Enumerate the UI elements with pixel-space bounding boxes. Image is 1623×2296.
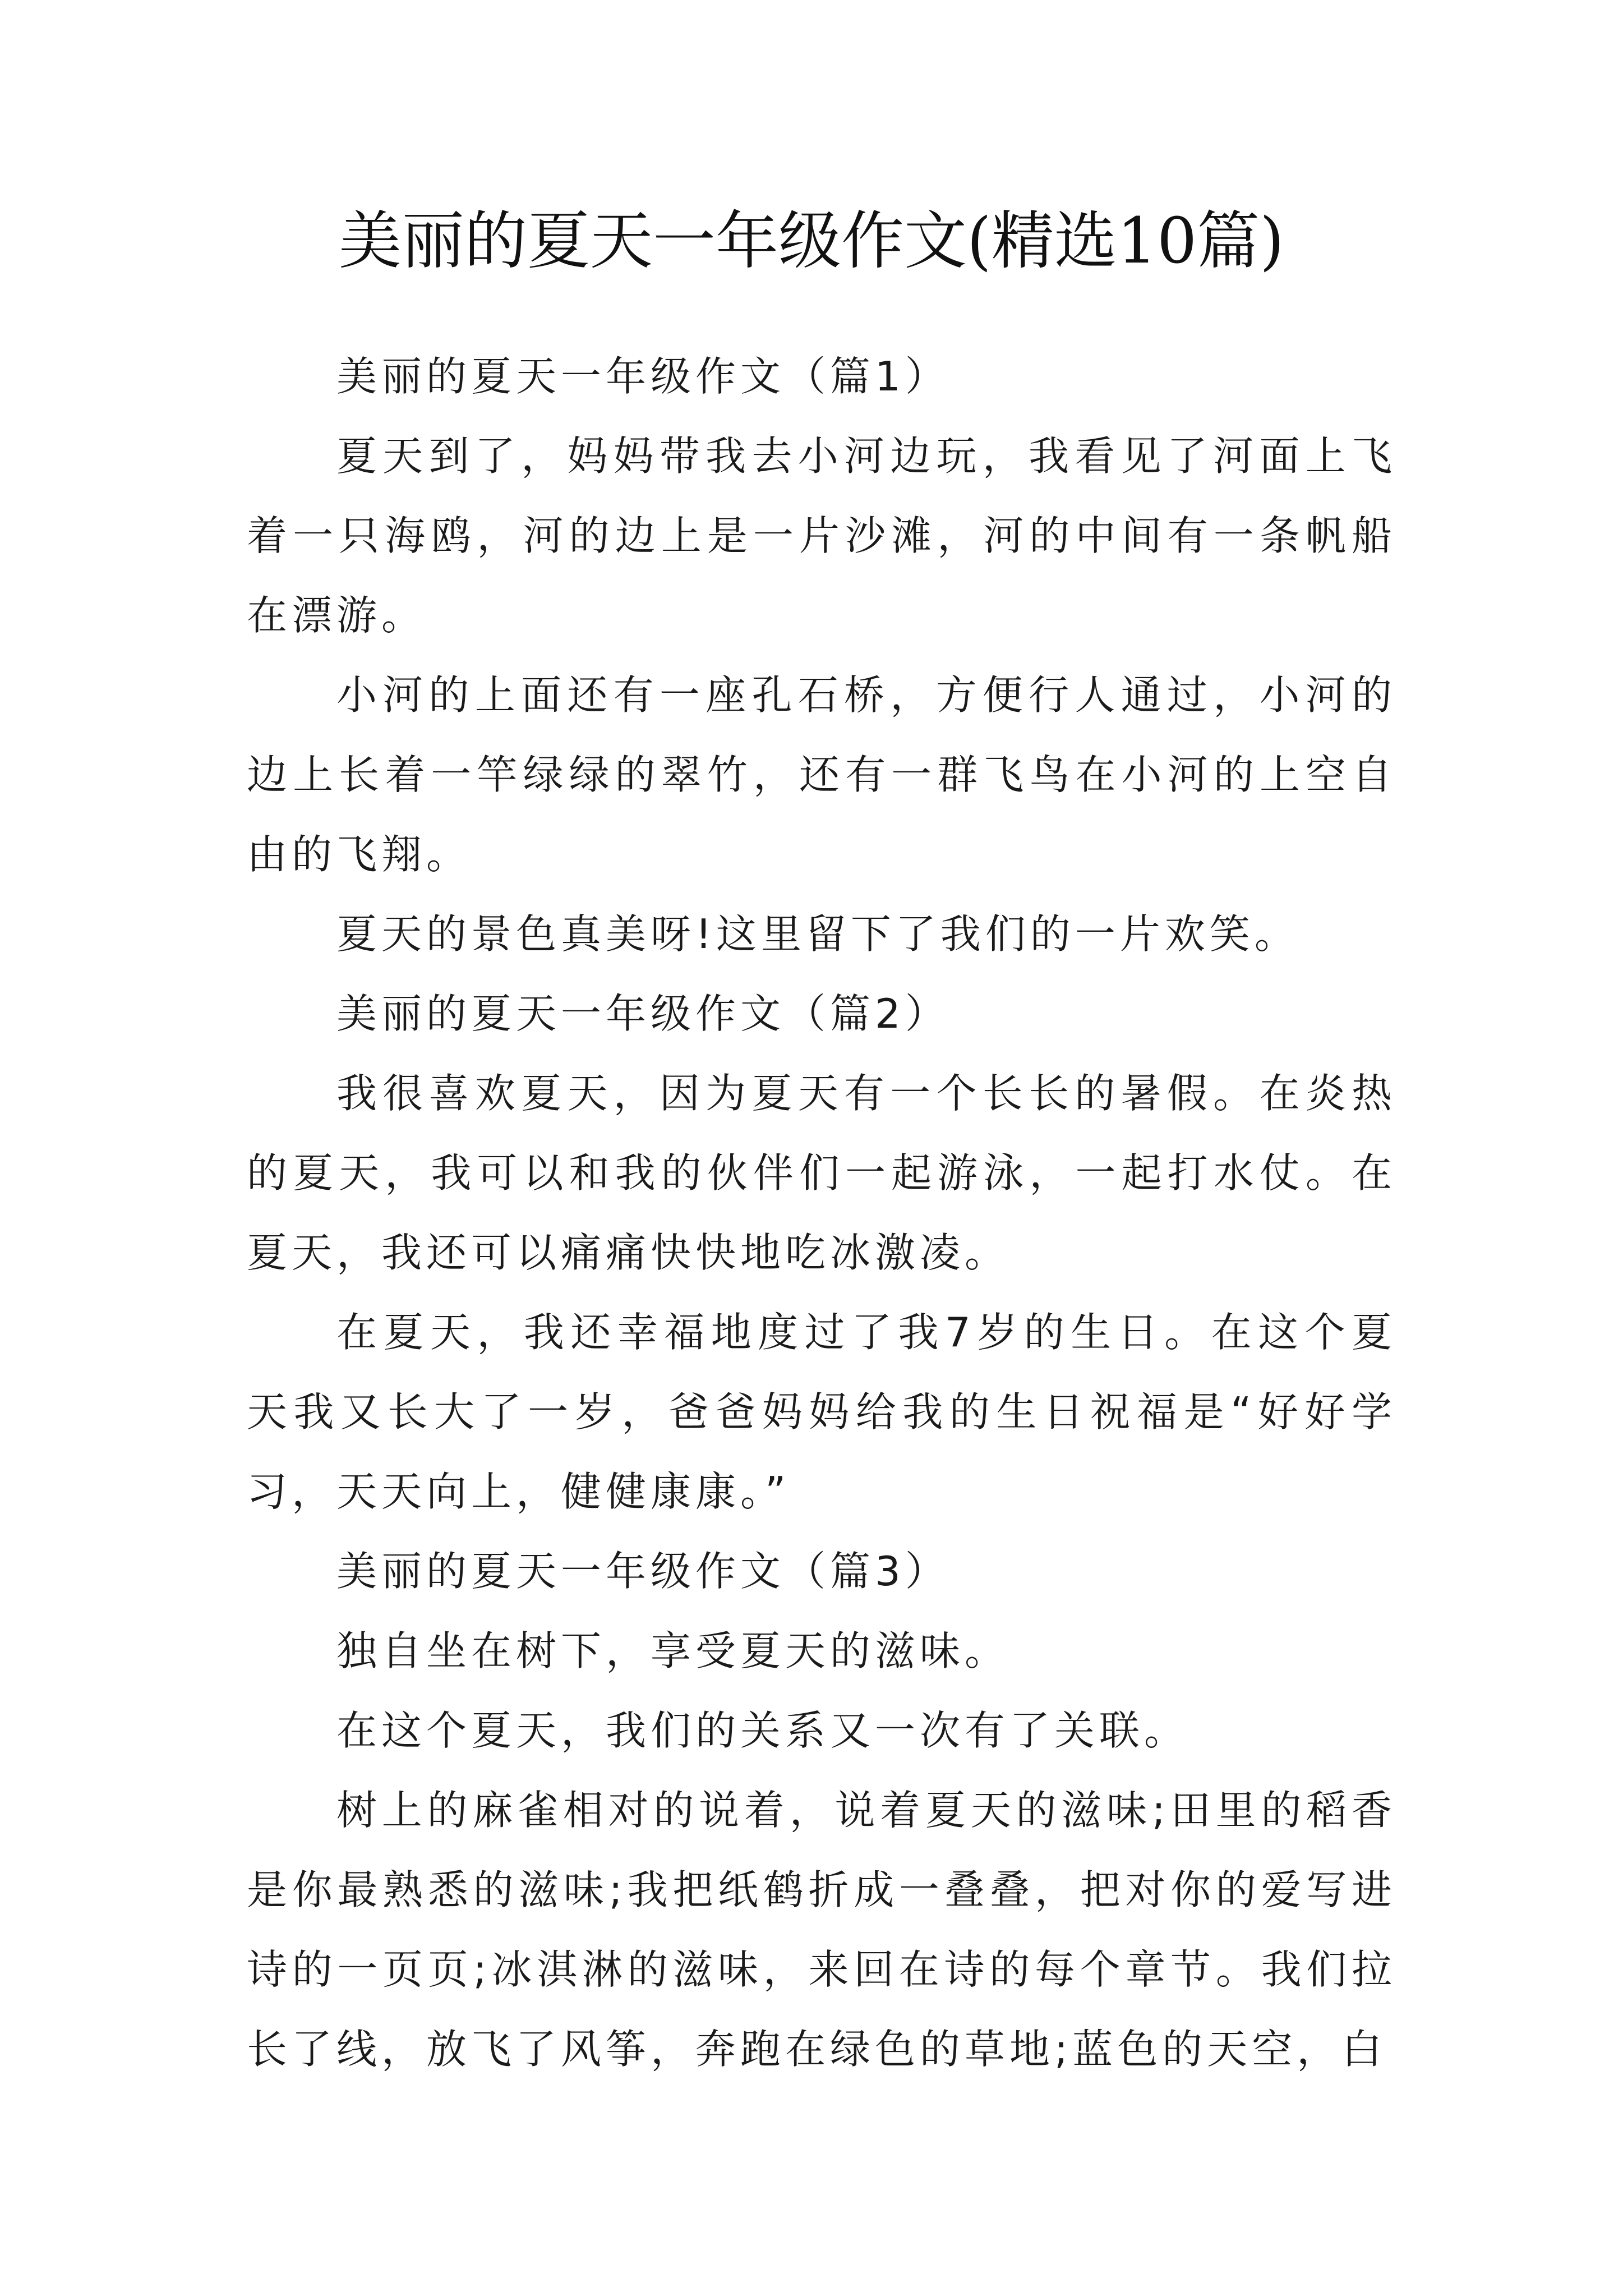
paragraph: 夏天到了，妈妈带我去小河边玩，我看见了河面上飞着一只海鸥，河的边上是一片沙滩，河的中间有一条帆船在漂游。 (247, 432, 1396, 639)
document-title: 美丽的夏天一年级作文(精选10篇) (339, 205, 1284, 278)
paragraph: 我很喜欢夏天，因为夏天有一个长长的暑假。在炎热的夏天，我可以和我的伙伴们一起游泳，一起打水仗。在夏天，我还可以痛痛快快地吃冰激凌。 (247, 1070, 1396, 1276)
paragraph: 独自坐在树下，享受夏天的滋味。 (336, 1627, 1010, 1674)
paragraph: 在这个夏天，我们的关系又一次有了关联。 (336, 1707, 1189, 1754)
section-heading: 美丽的夏天一年级作文（篇1） (336, 353, 950, 400)
paragraph: 在夏天，我还幸福地度过了我7岁的生日。在这个夏天我又长大了一岁，爸爸妈妈给我的生日祝福是“好好学习，天天向上，健健康康。” (247, 1309, 1396, 1515)
paragraph: 夏天的景色真美呀!这里留下了我们的一片欢笑。 (336, 910, 1299, 958)
section-heading: 美丽的夏天一年级作文（篇2） (336, 990, 950, 1037)
document-body (247, 337, 1396, 2089)
paragraph: 树上的麻雀相对的说着，说着夏天的滋味;田里的稻香是你最熟悉的滋味;我把纸鹤折成一叠叠，把对你的爱写进诗的一页页;冰淇淋的滋味，来回在诗的每个章节。我们拉长了线，放飞了风筝，奔跑在绿色的草地;蓝色的天空，白 (247, 1787, 1396, 2073)
paragraph: 小河的上面还有一座孔石桥，方便行人通过，小河的边上长着一竿绿绿的翠竹，还有一群飞鸟在小河的上空自由的飞翔。 (247, 671, 1396, 878)
section-heading: 美丽的夏天一年级作文（篇3） (336, 1548, 950, 1595)
